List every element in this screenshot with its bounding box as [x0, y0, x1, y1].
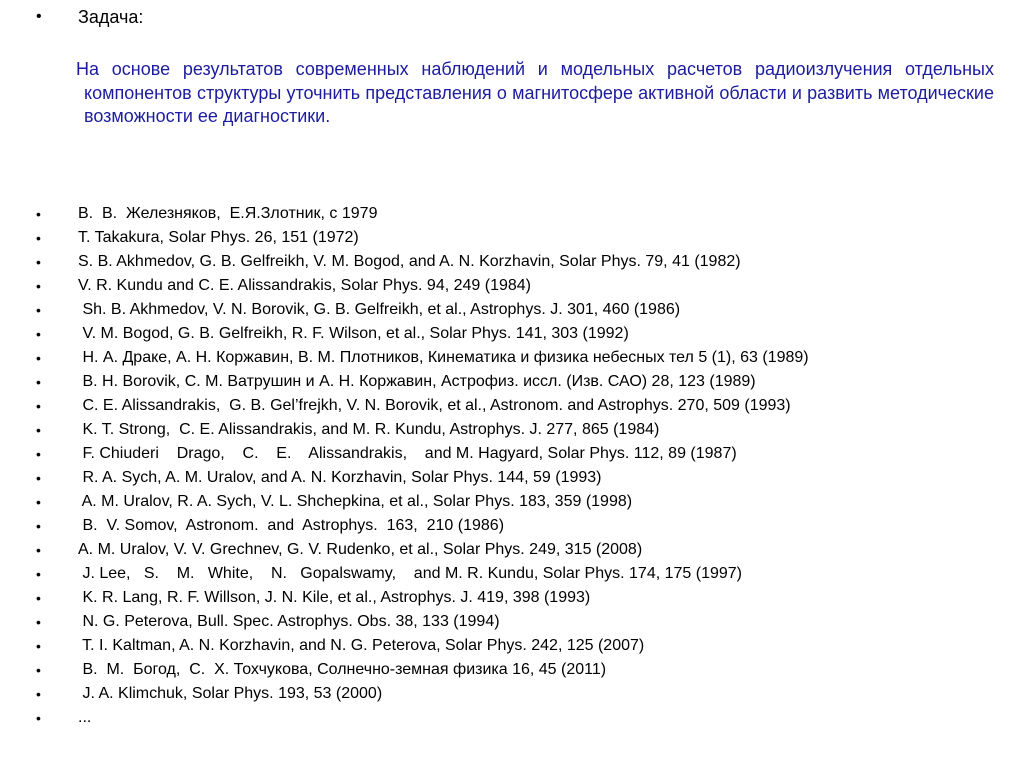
list-bullet: • — [36, 542, 41, 558]
list-item — [0, 298, 1024, 322]
list-bullet: • — [36, 614, 41, 630]
list-bullet: • — [36, 590, 41, 606]
reference-text: ... — [78, 709, 92, 726]
list-item — [0, 586, 1024, 610]
reference-text: T. I. Kaltman, A. N. Korzhavin, and N. G. Peterova, Solar Phys. 242, 125 (2007) — [78, 637, 645, 654]
list-bullet: • — [36, 350, 41, 366]
reference-text: A. M. Uralov, R. A. Sych, V. L. Shchepkina, et al., Solar Phys. 183, 359 (1998) — [78, 493, 633, 510]
task-heading: Задача: — [78, 7, 144, 27]
list-item — [0, 490, 1024, 514]
list-item — [0, 250, 1024, 274]
list-bullet: • — [36, 470, 41, 486]
list-item — [0, 706, 1024, 730]
heading-bullet: • — [36, 8, 42, 25]
list-bullet: • — [36, 638, 41, 654]
reference-list — [0, 202, 1024, 730]
list-bullet: • — [36, 254, 41, 270]
list-bullet: • — [36, 302, 41, 318]
list-bullet: • — [36, 518, 41, 534]
list-bullet: • — [36, 566, 41, 582]
reference-text: J. A. Klimchuk, Solar Phys. 193, 53 (2000) — [78, 685, 383, 702]
reference-text: B. V. Somov, Astronom. and Astrophys. 163, 210 (1986) — [78, 517, 505, 534]
reference-text: K. T. Strong, C. E. Alissandrakis, and M. R. Kundu, Astrophys. J. 277, 865 (1984) — [78, 421, 660, 438]
reference-text: В. Н. Borovik, С. М. Ватрушин и А. Н. Коржавин, Астрофиз. иссл. (Изв. САО) 28, 123 (1989) — [78, 373, 756, 390]
reference-text: J. Lee, S. M. White, N. Gopalswamy, and M. R. Kundu, Solar Phys. 174, 175 (1997) — [78, 565, 742, 582]
list-item — [0, 466, 1024, 490]
list-bullet: • — [36, 206, 41, 222]
list-bullet: • — [36, 494, 41, 510]
list-bullet: • — [36, 374, 41, 390]
reference-text: S. B. Akhmedov, G. B. Gelfreikh, V. M. Bogod, and A. N. Korzhavin, Solar Phys. 79, 41 (1982) — [78, 253, 741, 270]
list-item — [0, 634, 1024, 658]
list-item — [0, 346, 1024, 370]
list-bullet: • — [36, 230, 41, 246]
list-bullet: • — [36, 710, 41, 726]
reference-text: V. R. Kundu and C. E. Alissandrakis, Solar Phys. 94, 249 (1984) — [78, 277, 531, 294]
list-item — [0, 442, 1024, 466]
list-item — [0, 514, 1024, 538]
list-bullet: • — [36, 398, 41, 414]
list-item — [0, 682, 1024, 706]
list-bullet: • — [36, 686, 41, 702]
reference-text: V. M. Bogod, G. B. Gelfreikh, R. F. Wilson, et al., Solar Phys. 141, 303 (1992) — [78, 325, 629, 342]
reference-text: F. Chiuderi Drago, C. E. Alissandrakis, and M. Hagyard, Solar Phys. 112, 89 (1987) — [78, 445, 737, 462]
list-item — [0, 394, 1024, 418]
list-item — [0, 562, 1024, 586]
reference-text: C. E. Alissandrakis, G. B. Gel’frejkh, V. N. Borovik, et al., Astronom. and Astrophys. 270, 509 (1993) — [78, 397, 791, 414]
list-bullet: • — [36, 422, 41, 438]
reference-text: T. Takakura, Solar Phys. 26, 151 (1972) — [78, 229, 359, 246]
list-item — [0, 226, 1024, 250]
list-item — [0, 610, 1024, 634]
list-bullet: • — [36, 278, 41, 294]
list-bullet: • — [36, 662, 41, 678]
list-item — [0, 538, 1024, 562]
reference-text: В. В. Железняков, Е.Я.Злотник, с 1979 — [78, 205, 378, 222]
reference-text: A. M. Uralov, V. V. Grechnev, G. V. Rudenko, et al., Solar Phys. 249, 315 (2008) — [78, 541, 643, 558]
reference-text: K. R. Lang, R. F. Willson, J. N. Kile, et al., Astrophys. J. 419, 398 (1993) — [78, 589, 591, 606]
list-item — [0, 418, 1024, 442]
list-item — [0, 322, 1024, 346]
list-item — [0, 202, 1024, 226]
list-bullet: • — [36, 446, 41, 462]
list-item — [0, 370, 1024, 394]
reference-text: Н. А. Драке, А. Н. Коржавин, В. М. Плотников, Кинематика и физика небесных тел 5 (1), 63 (1989) — [78, 349, 809, 366]
reference-text: Sh. B. Akhmedov, V. N. Borovik, G. B. Gelfreikh, et al., Astrophys. J. 301, 460 (1986) — [78, 301, 681, 318]
list-item — [0, 274, 1024, 298]
reference-text: В. М. Богод, С. Х. Тохчукова, Солнечно-земная физика 16, 45 (2011) — [78, 661, 607, 678]
reference-text: R. A. Sych, A. M. Uralov, and A. N. Korzhavin, Solar Phys. 144, 59 (1993) — [78, 469, 602, 486]
reference-text: N. G. Peterova, Bull. Spec. Astrophys. Obs. 38, 133 (1994) — [78, 613, 500, 630]
task-description: На основе результатов современных наблюдений и модельных расчетов радиоизлучения отдельных компонентов структуры уточнить представления о магнитосфере активной области и развить методические возможности ее диагностики. — [76, 59, 994, 126]
list-item — [0, 658, 1024, 682]
list-bullet: • — [36, 326, 41, 342]
